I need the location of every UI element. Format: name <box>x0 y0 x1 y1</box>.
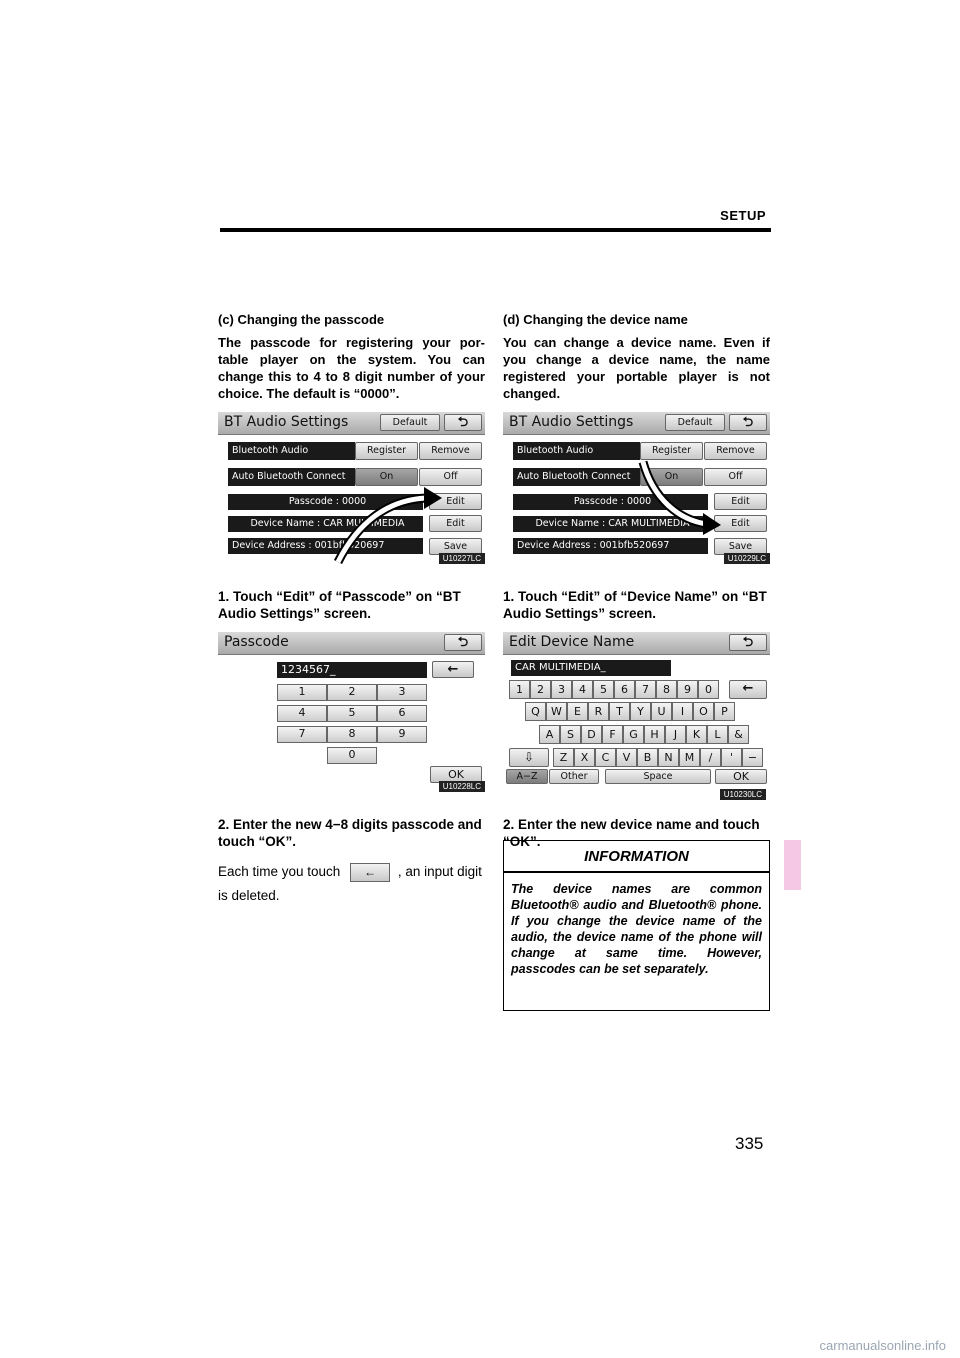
back-button[interactable] <box>729 634 767 651</box>
key-2[interactable]: 2 <box>327 684 377 701</box>
keyboard-key[interactable]: − <box>742 748 763 767</box>
keyboard-key[interactable]: Y <box>630 702 651 721</box>
keyboard-key[interactable]: C <box>595 748 616 767</box>
keyboard-key[interactable]: H <box>644 725 665 744</box>
key-0[interactable]: 0 <box>327 747 377 764</box>
screen-title: Edit Device Name <box>509 634 635 650</box>
step1-device-name: 1. Touch “Edit” of “Device Name” on “BT Audio Settings” screen. <box>503 589 767 621</box>
auto-connect-label: Auto Bluetooth Connect <box>228 468 355 486</box>
save-button[interactable]: Save <box>429 538 482 555</box>
backspace-button[interactable] <box>729 680 767 699</box>
backspace-inline-icon: ← <box>350 863 390 882</box>
keyboard-key[interactable]: Q <box>525 702 546 721</box>
keyboard-key[interactable]: E <box>567 702 588 721</box>
keyboard-key[interactable]: ' <box>721 748 742 767</box>
backspace-note <box>218 860 485 908</box>
keyboard-key[interactable]: 0 <box>698 680 719 699</box>
intro-passcode: The passcode for registering your por- table player on the system. You can change this to 4 to 8 digit number of your choice. The default is “0000”. <box>218 335 485 401</box>
keyboard-key[interactable]: W <box>546 702 567 721</box>
backspace-button[interactable] <box>432 661 474 678</box>
keyboard-key[interactable]: P <box>714 702 735 721</box>
ok-button[interactable]: OK <box>715 769 767 784</box>
information-title: INFORMATION <box>584 848 689 865</box>
key-5[interactable]: 5 <box>327 705 377 722</box>
passcode-screen <box>218 632 485 792</box>
auto-connect-label: Auto Bluetooth Connect <box>513 468 640 486</box>
passcode-edit-button[interactable]: Edit <box>714 493 767 510</box>
screen-title-bar <box>218 632 485 655</box>
left-column <box>218 312 485 908</box>
register-button[interactable]: Register <box>640 442 703 460</box>
watermark: carmanualsonline.info <box>819 1338 946 1353</box>
keyboard-key[interactable]: B <box>637 748 658 767</box>
keyboard-key[interactable]: 9 <box>677 680 698 699</box>
passcode-edit-button[interactable]: Edit <box>429 493 482 510</box>
ok-button[interactable]: OK <box>430 766 482 783</box>
keyboard-key[interactable]: 6 <box>614 680 635 699</box>
arrow-to-passcode-edit-icon <box>328 472 448 567</box>
keyboard-key[interactable]: I <box>672 702 693 721</box>
key-6[interactable]: 6 <box>377 705 427 722</box>
device-name-row: Device Name : CAR MULTIMEDIA <box>513 516 708 532</box>
keyboard-key[interactable]: R <box>588 702 609 721</box>
keyboard-key[interactable]: V <box>616 748 637 767</box>
screen-title: BT Audio Settings <box>509 414 634 430</box>
keyboard-key[interactable]: A <box>539 725 560 744</box>
screen-title-bar <box>503 412 770 435</box>
key-4[interactable]: 4 <box>277 705 327 722</box>
remove-button[interactable]: Remove <box>704 442 767 460</box>
back-arrow-icon: ⮌ <box>457 415 469 430</box>
device-name-input[interactable]: CAR MULTIMEDIA_ <box>511 660 671 676</box>
keyboard-key[interactable]: J <box>665 725 686 744</box>
keyboard-key[interactable]: F <box>602 725 623 744</box>
keyboard-key[interactable]: / <box>700 748 721 767</box>
keyboard-key[interactable]: 8 <box>656 680 677 699</box>
device-address-row: Device Address : 001bfb520697 <box>228 538 423 554</box>
register-button[interactable]: Register <box>355 442 418 460</box>
keyboard-key[interactable]: T <box>609 702 630 721</box>
intro-device-name: You can change a device name. Even if you change a device name, the name registered your portable player is not changed. <box>503 335 770 401</box>
header-rule <box>220 228 771 232</box>
back-arrow-icon: ⮌ <box>457 635 469 650</box>
other-button[interactable]: Other <box>549 769 599 784</box>
information-rule <box>504 871 769 873</box>
keyboard-key[interactable]: 2 <box>530 680 551 699</box>
figure-code: U10227LC <box>439 553 485 564</box>
key-8[interactable]: 8 <box>327 726 377 743</box>
passcode-row: Passcode : 0000 <box>228 494 423 510</box>
figure-code: U10228LC <box>439 781 485 792</box>
keyboard-key[interactable]: S <box>560 725 581 744</box>
page-number: 335 <box>735 1134 764 1153</box>
key-9[interactable]: 9 <box>377 726 427 743</box>
bt-audio-settings-screen-left <box>218 412 485 564</box>
back-button[interactable] <box>444 634 482 651</box>
bt-audio-settings-screen-right <box>503 412 770 564</box>
section-thumb-tab <box>784 840 801 890</box>
shift-button[interactable] <box>509 748 549 767</box>
keyboard-key[interactable]: & <box>728 725 749 744</box>
step2-passcode: 2. Enter the new 4−8 digits passcode and touch “OK”. <box>218 817 482 849</box>
section-heading-passcode: (c) Changing the passcode <box>218 312 385 327</box>
key-3[interactable]: 3 <box>377 684 427 701</box>
header-title: SETUP <box>720 208 766 223</box>
bluetooth-audio-label: Bluetooth Audio <box>228 442 355 460</box>
screen-title-bar <box>218 412 485 435</box>
default-button[interactable]: Default <box>380 414 440 431</box>
back-arrow-icon: ⮌ <box>742 635 754 650</box>
arrow-to-device-name-edit-icon <box>623 458 723 538</box>
device-address-row: Device Address : 001bfb520697 <box>513 538 708 554</box>
right-column <box>503 312 770 850</box>
device-name-row: Device Name : CAR MULTIMEDIA <box>228 516 423 532</box>
on-button[interactable]: On <box>640 468 703 486</box>
figure-code: U10230LC <box>720 789 766 800</box>
keyboard-key[interactable]: L <box>707 725 728 744</box>
keyboard-key[interactable]: N <box>658 748 679 767</box>
keyboard-key[interactable]: X <box>574 748 595 767</box>
step2-device-name: 2. Enter the new device name and touch “OK”. <box>503 817 760 849</box>
keyboard-key[interactable]: U <box>651 702 672 721</box>
default-button[interactable]: Default <box>665 414 725 431</box>
back-button[interactable] <box>729 414 767 431</box>
keyboard-key[interactable]: G <box>623 725 644 744</box>
keyboard-key[interactable]: 4 <box>572 680 593 699</box>
screen-title: Passcode <box>224 634 289 650</box>
shift-icon: ⇩ <box>523 750 535 764</box>
keyboard-key[interactable]: D <box>581 725 602 744</box>
edit-device-name-screen <box>503 632 770 799</box>
keyboard-key[interactable]: 5 <box>593 680 614 699</box>
keyboard-key[interactable]: Z <box>553 748 574 767</box>
off-button[interactable]: Off <box>419 468 482 486</box>
a-z-button[interactable]: A−Z <box>506 769 548 784</box>
key-7[interactable]: 7 <box>277 726 327 743</box>
backspace-icon: ← <box>447 662 459 677</box>
keyboard-key[interactable]: 7 <box>635 680 656 699</box>
device-name-edit-button[interactable]: Edit <box>429 515 482 532</box>
keyboard-key[interactable]: O <box>693 702 714 721</box>
space-button[interactable]: Space <box>605 769 711 784</box>
off-button[interactable]: Off <box>704 468 767 486</box>
screen-title: BT Audio Settings <box>224 414 349 430</box>
remove-button[interactable]: Remove <box>419 442 482 460</box>
keyboard-key[interactable]: M <box>679 748 700 767</box>
keyboard-key[interactable]: 1 <box>509 680 530 699</box>
section-heading-device-name: (d) Changing the device name <box>503 312 688 327</box>
save-button[interactable]: Save <box>714 538 767 555</box>
note-before: Each time you touch <box>218 864 341 879</box>
keyboard-key[interactable]: K <box>686 725 707 744</box>
information-body: The device names are common Bluetooth® audio and Bluetooth® phone. If you change the device name of the audio, the device name of the phone will change at same time. However, passcodes can be set separately. <box>511 881 762 976</box>
passcode-input[interactable]: 1234567_ <box>277 662 427 678</box>
back-button[interactable] <box>444 414 482 431</box>
figure-code: U10229LC <box>724 553 770 564</box>
key-1[interactable]: 1 <box>277 684 327 701</box>
note-after: , an input digit is deleted. <box>218 864 482 903</box>
step1-passcode: 1. Touch “Edit” of “Passcode” on “BT Audio Settings” screen. <box>218 589 461 621</box>
device-name-edit-button[interactable]: Edit <box>714 515 767 532</box>
information-box <box>503 840 770 1011</box>
back-arrow-icon: ⮌ <box>742 415 754 430</box>
keyboard-key[interactable]: 3 <box>551 680 572 699</box>
on-button[interactable]: On <box>355 468 418 486</box>
screen-title-bar <box>503 632 770 655</box>
bluetooth-audio-label: Bluetooth Audio <box>513 442 640 460</box>
backspace-icon: ← <box>742 681 754 696</box>
passcode-row: Passcode : 0000 <box>513 494 708 510</box>
